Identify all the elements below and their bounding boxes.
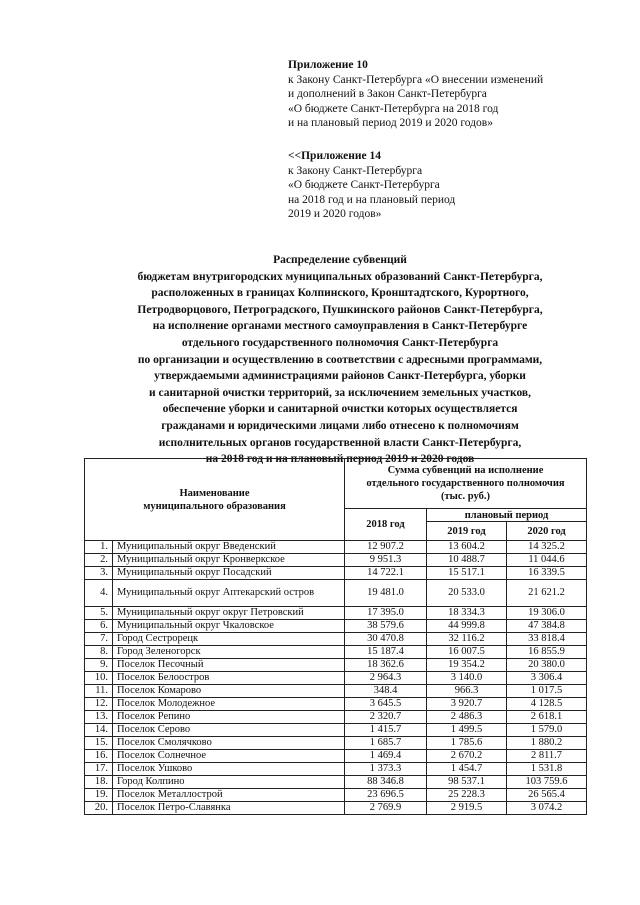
document-heading bbox=[60, 252, 620, 468]
table-row bbox=[85, 633, 587, 646]
annex-14-title: <<Приложение 14 bbox=[288, 150, 382, 162]
row-value-2020: 1 880.2 bbox=[507, 737, 587, 750]
row-value-2019: 3 140.0 bbox=[427, 672, 507, 685]
annex-10-line: «О бюджете Санкт-Петербурга на 2018 год bbox=[288, 102, 499, 115]
row-value-2019: 2 486.3 bbox=[427, 711, 507, 724]
table-row bbox=[85, 646, 587, 659]
row-value-2019: 1 454.7 bbox=[427, 763, 507, 776]
row-name: Муниципальный округ Кронверкское bbox=[113, 554, 345, 567]
table-row bbox=[85, 659, 587, 672]
row-value-2018: 2 769.9 bbox=[345, 802, 427, 815]
row-value-2019: 18 334.3 bbox=[427, 607, 507, 620]
row-name: Поселок Солнечное bbox=[113, 750, 345, 763]
row-number: 8. bbox=[85, 646, 113, 659]
annex-10-title: Приложение 10 bbox=[288, 59, 368, 71]
row-value-2018: 9 951.3 bbox=[345, 554, 427, 567]
table-row bbox=[85, 541, 587, 554]
row-number: 5. bbox=[85, 607, 113, 620]
row-value-2020: 2 811.7 bbox=[507, 750, 587, 763]
row-name: Муниципальный округ Аптекарский остров bbox=[113, 580, 345, 607]
row-name: Город Колпино bbox=[113, 776, 345, 789]
header-2019: 2019 год bbox=[427, 522, 507, 541]
row-value-2019: 2 670.2 bbox=[427, 750, 507, 763]
heading-line: Петродворцового, Петроградского, Пушкинского районов Санкт-Петербурга, bbox=[137, 303, 543, 316]
row-value-2020: 3 074.2 bbox=[507, 802, 587, 815]
row-name: Поселок Молодежное bbox=[113, 698, 345, 711]
row-value-2019: 1 499.5 bbox=[427, 724, 507, 737]
row-name: Поселок Петро-Славянка bbox=[113, 802, 345, 815]
row-value-2019: 32 116.2 bbox=[427, 633, 507, 646]
row-value-2020: 14 325.2 bbox=[507, 541, 587, 554]
heading-line: гражданами и юридическими лицами либо отнесено к полномочиям bbox=[161, 419, 519, 432]
table-row bbox=[85, 580, 587, 607]
heading-line: по организации и осуществлению в соответствии с адресными программами, bbox=[137, 353, 543, 366]
row-number: 19. bbox=[85, 789, 113, 802]
row-value-2019: 2 919.5 bbox=[427, 802, 507, 815]
heading-line: утверждаемыми администрациями районов Санкт-Петербурга, уборки bbox=[154, 370, 526, 383]
row-value-2019: 19 354.2 bbox=[427, 659, 507, 672]
row-value-2018: 23 696.5 bbox=[345, 789, 427, 802]
row-number: 2. bbox=[85, 554, 113, 567]
header-planned-period: плановый период bbox=[427, 509, 587, 522]
row-name: Муниципальный округ Чкаловское bbox=[113, 620, 345, 633]
row-value-2020: 1 017.5 bbox=[507, 685, 587, 698]
annex-14-line: «О бюджете Санкт-Петербурга bbox=[288, 179, 440, 192]
row-value-2020: 4 128.5 bbox=[507, 698, 587, 711]
header-sum-line1: Сумма субвенций на исполнение bbox=[387, 465, 544, 476]
row-value-2019: 1 785.6 bbox=[427, 737, 507, 750]
row-number: 13. bbox=[85, 711, 113, 724]
row-value-2020: 1 579.0 bbox=[507, 724, 587, 737]
annex-10-line: к Закону Санкт-Петербурга «О внесении изменений bbox=[288, 73, 544, 86]
heading-line: на 2018 год и на плановый период 2019 и 2020 годов bbox=[205, 453, 475, 466]
row-number: 6. bbox=[85, 620, 113, 633]
row-name: Поселок Комарово bbox=[113, 685, 345, 698]
annex-10-block bbox=[288, 58, 608, 131]
row-value-2018: 3 645.5 bbox=[345, 698, 427, 711]
table-row bbox=[85, 672, 587, 685]
row-name: Поселок Белоостров bbox=[113, 672, 345, 685]
table-row bbox=[85, 750, 587, 763]
row-value-2019: 3 920.7 bbox=[427, 698, 507, 711]
row-value-2019: 16 007.5 bbox=[427, 646, 507, 659]
annex-10-line: и на плановый период 2019 и 2020 годов» bbox=[288, 117, 493, 130]
row-name: Поселок Серово bbox=[113, 724, 345, 737]
row-value-2018: 2 964.3 bbox=[345, 672, 427, 685]
annex-14-line: 2019 и 2020 годов» bbox=[288, 208, 382, 221]
row-value-2019: 20 533.0 bbox=[427, 580, 507, 607]
row-number: 14. bbox=[85, 724, 113, 737]
header-sum-line3: (тыс. руб.) bbox=[441, 491, 490, 502]
row-value-2018: 88 346.8 bbox=[345, 776, 427, 789]
row-name: Муниципальный округ Введенский bbox=[113, 541, 345, 554]
heading-line: отдельного государственного полномочия Санкт-Петербурга bbox=[181, 336, 499, 349]
row-name: Поселок Металлострой bbox=[113, 789, 345, 802]
row-number: 7. bbox=[85, 633, 113, 646]
row-value-2019: 25 228.3 bbox=[427, 789, 507, 802]
row-number: 11. bbox=[85, 685, 113, 698]
row-value-2018: 19 481.0 bbox=[345, 580, 427, 607]
row-value-2020: 11 044.6 bbox=[507, 554, 587, 567]
row-value-2018: 15 187.4 bbox=[345, 646, 427, 659]
row-value-2020: 19 306.0 bbox=[507, 607, 587, 620]
table-row bbox=[85, 554, 587, 567]
row-number: 15. bbox=[85, 737, 113, 750]
row-value-2019: 98 537.1 bbox=[427, 776, 507, 789]
row-number: 12. bbox=[85, 698, 113, 711]
header-2020: 2020 год bbox=[507, 522, 587, 541]
row-value-2019: 13 604.2 bbox=[427, 541, 507, 554]
row-value-2018: 348.4 bbox=[345, 685, 427, 698]
row-value-2018: 14 722.1 bbox=[345, 567, 427, 580]
header-sum-cell bbox=[345, 459, 587, 509]
row-value-2018: 38 579.6 bbox=[345, 620, 427, 633]
header-name-line2: муниципального образования bbox=[143, 500, 286, 512]
row-value-2019: 10 488.7 bbox=[427, 554, 507, 567]
row-value-2018: 1 685.7 bbox=[345, 737, 427, 750]
row-value-2020: 3 306.4 bbox=[507, 672, 587, 685]
table-row bbox=[85, 607, 587, 620]
table-row bbox=[85, 698, 587, 711]
table-row bbox=[85, 802, 587, 815]
row-number: 17. bbox=[85, 763, 113, 776]
table-row bbox=[85, 567, 587, 580]
header-name-line1: Наименование bbox=[179, 487, 250, 499]
table-row bbox=[85, 620, 587, 633]
row-value-2019: 44 999.8 bbox=[427, 620, 507, 633]
annex-14-line: к Закону Санкт-Петербурга bbox=[288, 164, 423, 177]
row-number: 4. bbox=[85, 580, 113, 607]
row-name: Поселок Смолячково bbox=[113, 737, 345, 750]
row-value-2018: 1 469.4 bbox=[345, 750, 427, 763]
row-value-2018: 17 395.0 bbox=[345, 607, 427, 620]
heading-line: на исполнение органами местного самоуправления в Санкт-Петербурге bbox=[152, 320, 528, 333]
annex-14-line: на 2018 год и на плановый период bbox=[288, 193, 456, 206]
table-row bbox=[85, 763, 587, 776]
heading-line: и санитарной очистки территорий, за исключением земельных участков, bbox=[148, 386, 532, 399]
row-value-2020: 21 621.2 bbox=[507, 580, 587, 607]
row-value-2020: 16 339.5 bbox=[507, 567, 587, 580]
row-number: 10. bbox=[85, 672, 113, 685]
heading-line: обеспечение уборки и санитарной очистки которых осуществляется bbox=[162, 403, 518, 416]
table-row bbox=[85, 724, 587, 737]
row-name: Город Сестрорецк bbox=[113, 633, 345, 646]
row-value-2020: 20 380.0 bbox=[507, 659, 587, 672]
subsidies-table bbox=[84, 458, 587, 815]
row-number: 3. bbox=[85, 567, 113, 580]
header-sum-line2: отдельного государственного полномочия bbox=[366, 478, 565, 489]
row-name: Муниципальный округ округ Петровский bbox=[113, 607, 345, 620]
row-value-2020: 33 818.4 bbox=[507, 633, 587, 646]
table-row bbox=[85, 789, 587, 802]
header-name-cell bbox=[85, 459, 345, 541]
row-value-2020: 26 565.4 bbox=[507, 789, 587, 802]
row-value-2018: 1 415.7 bbox=[345, 724, 427, 737]
table-row bbox=[85, 776, 587, 789]
table-row bbox=[85, 737, 587, 750]
annex-10-line: и дополнений в Закон Санкт-Петербурга bbox=[288, 88, 487, 101]
row-number: 1. bbox=[85, 541, 113, 554]
row-value-2020: 47 384.8 bbox=[507, 620, 587, 633]
table-row bbox=[85, 685, 587, 698]
row-value-2018: 12 907.2 bbox=[345, 541, 427, 554]
heading-line: исполнительных органов государственной власти Санкт-Петербурга, bbox=[158, 436, 522, 449]
row-name: Город Зеленогорск bbox=[113, 646, 345, 659]
row-value-2018: 18 362.6 bbox=[345, 659, 427, 672]
row-name: Муниципальный округ Посадский bbox=[113, 567, 345, 580]
row-value-2019: 15 517.1 bbox=[427, 567, 507, 580]
row-number: 18. bbox=[85, 776, 113, 789]
row-value-2018: 2 320.7 bbox=[345, 711, 427, 724]
header-2018: 2018 год bbox=[345, 509, 427, 541]
heading-line: бюджетам внутригородских муниципальных образований Санкт-Петербурга, bbox=[137, 270, 543, 283]
row-number: 16. bbox=[85, 750, 113, 763]
row-name: Поселок Песочный bbox=[113, 659, 345, 672]
row-number: 20. bbox=[85, 802, 113, 815]
row-name: Поселок Репино bbox=[113, 711, 345, 724]
row-value-2020: 1 531.8 bbox=[507, 763, 587, 776]
row-value-2020: 16 855.9 bbox=[507, 646, 587, 659]
table-row bbox=[85, 711, 587, 724]
row-number: 9. bbox=[85, 659, 113, 672]
row-value-2020: 103 759.6 bbox=[507, 776, 587, 789]
row-value-2019: 966.3 bbox=[427, 685, 507, 698]
annex-14-block bbox=[288, 149, 608, 222]
row-name: Поселок Ушково bbox=[113, 763, 345, 776]
row-value-2018: 30 470.8 bbox=[345, 633, 427, 646]
heading-line: расположенных в границах Колпинского, Кронштадтского, Курортного, bbox=[151, 287, 529, 300]
row-value-2020: 2 618.1 bbox=[507, 711, 587, 724]
heading-line: Распределение субвенций bbox=[273, 254, 407, 266]
row-value-2018: 1 373.3 bbox=[345, 763, 427, 776]
